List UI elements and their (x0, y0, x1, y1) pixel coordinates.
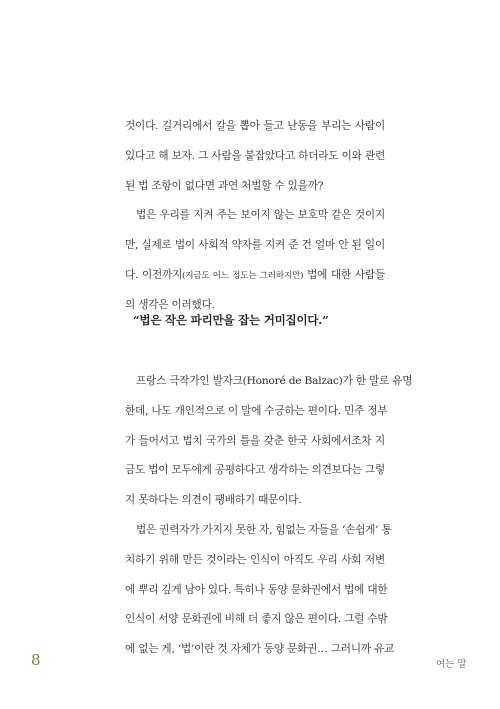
text-line: 인식이 서양 문화권에 비해 더 좋지 않은 편이다. 그럴 수밖 (125, 613, 388, 626)
body-text-top (125, 112, 385, 321)
text-line: 가 들어서고 법치 국가의 틀을 갖춘 한국 사회에서조차 지 (125, 434, 385, 447)
text-run: 다. 이전까지 (125, 268, 183, 281)
text-line: 프랑스 극작가인 발자크(Honoré de Balzac)가 한 말로 유명 (136, 375, 413, 387)
text-line: 에 뿌리 깊게 남아 있다. 특히나 동양 문화권에서 법에 대한 (125, 583, 388, 596)
text-line: 에 없는 게, ‘법’이란 것 자체가 동양 문화권… 그러니까 유교 (125, 643, 395, 656)
text-line: 의 생각은 이러했다. (125, 298, 215, 311)
text-line: 만, 실제로 법이 사회적 약자를 지켜 준 건 얼마 안 된 일이 (125, 239, 385, 252)
text-line: 지 못하다는 의견이 팽배하기 때문이다. (125, 494, 302, 507)
text-line-mixed (125, 261, 385, 291)
text-line: 금도 법이 모두에게 공평하다고 생각하는 의견보다는 그렇 (125, 464, 385, 477)
running-title: 여는 말 (436, 659, 467, 670)
text-line: 있다고 해 보자. 그 사람을 붙잡았다고 하더라도 이와 관련 (125, 149, 385, 162)
text-line: 치하기 위해 만든 것이라는 인식이 아직도 우리 사회 저변 (125, 553, 385, 566)
text-line: 것이다. 길거리에서 칼을 뽑아 들고 난동을 부리는 사람이 (125, 120, 385, 132)
parenthetical-note: (지금도 어느 정도는 그러하지만) (182, 270, 304, 281)
body-text-bottom (125, 367, 413, 665)
text-line: 한데, 나도 개인적으로 이 말에 수긍하는 편이다. 민주 정부 (125, 404, 388, 417)
page-number: 8 (31, 651, 41, 669)
text-line: 법은 권력자가 가지지 못한 자, 힘없는 자들을 ‘손쉽게’ 통 (136, 523, 392, 536)
text-line: 법은 우리를 지켜 주는 보이지 않는 보호막 같은 것이지 (136, 209, 385, 222)
pull-quote: “법은 작은 파리만을 잡는 거미집이다.” (133, 313, 329, 327)
text-line: 된 법 조항이 없다면 과연 처벌할 수 있을까? (125, 179, 324, 192)
text-run: 법에 대한 사람들 (303, 268, 385, 281)
